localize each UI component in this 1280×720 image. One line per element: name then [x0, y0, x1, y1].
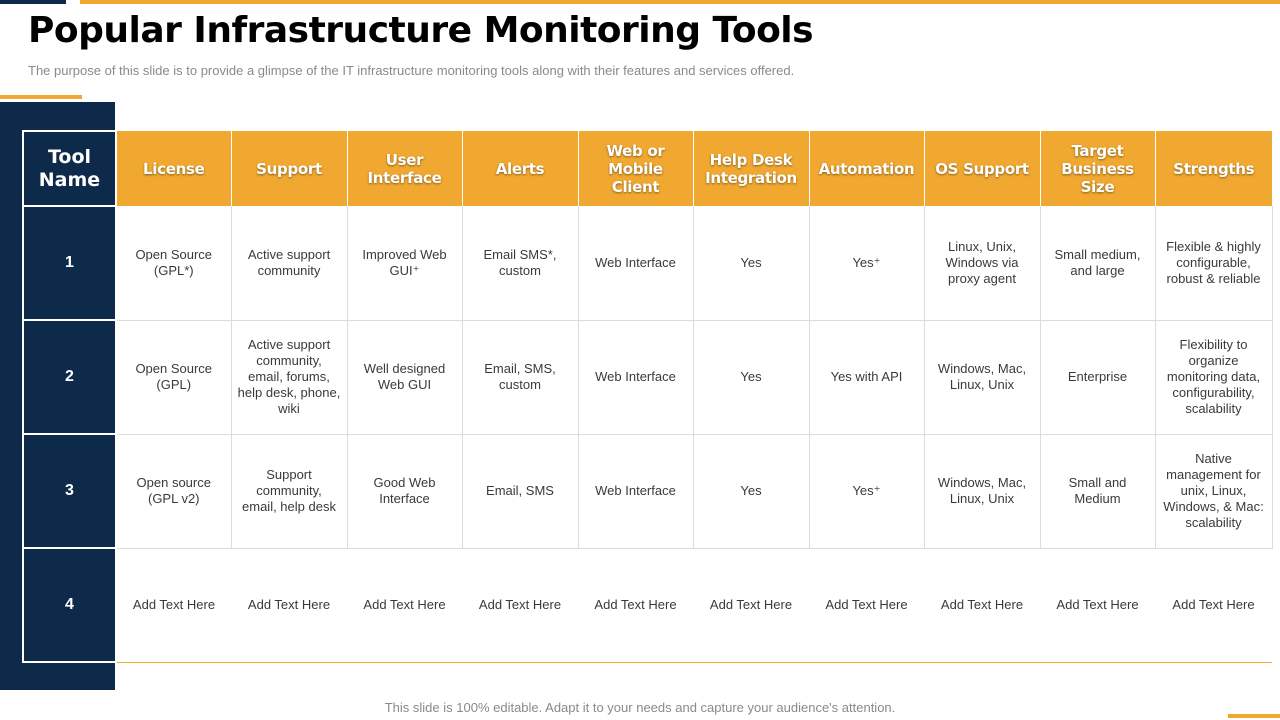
table-cell: Add Text Here: [231, 548, 347, 662]
table-cell: Add Text Here: [347, 548, 462, 662]
table-cell: Flexibility to organize monitoring data, configurability, scalability: [1155, 320, 1272, 434]
table-row: [23, 434, 1272, 548]
table-cell: Add Text Here: [924, 548, 1040, 662]
table-cell: Yes⁺: [809, 434, 924, 548]
table-cell: Yes: [693, 206, 809, 320]
header-help-desk: Help Desk Integration: [693, 131, 809, 206]
header-strengths: Strengths: [1155, 131, 1272, 206]
table-cell: Yes⁺: [809, 206, 924, 320]
table-cell: Open Source (GPL*): [116, 206, 231, 320]
header-row: [23, 131, 1272, 206]
table-cell: Well designed Web GUI: [347, 320, 462, 434]
table-cell: Web Interface: [578, 320, 693, 434]
table-cell: Linux, Unix, Windows via proxy agent: [924, 206, 1040, 320]
top-accent-bar-dark: [0, 0, 66, 4]
header-business-size: Target Business Size: [1040, 131, 1155, 206]
table-cell: Add Text Here: [578, 548, 693, 662]
table-cell: Active support community, email, forums, help desk, phone, wiki: [231, 320, 347, 434]
header-license: License: [116, 131, 231, 206]
table-row: [23, 320, 1272, 434]
table-cell: Small medium, and large: [1040, 206, 1155, 320]
subtitle-accent-bar: [0, 95, 82, 99]
header-automation: Automation: [809, 131, 924, 206]
table-cell: Native management for unix, Linux, Windows, & Mac: scalability: [1155, 434, 1272, 548]
header-tool-name: Tool Name: [23, 131, 116, 206]
table-cell: Small and Medium: [1040, 434, 1155, 548]
header-os-support: OS Support: [924, 131, 1040, 206]
table-cell: Improved Web GUI⁺: [347, 206, 462, 320]
table-cell: Add Text Here: [693, 548, 809, 662]
table-cell: Flexible & highly configurable, robust & reliable: [1155, 206, 1272, 320]
row-number: 2: [23, 320, 116, 434]
table-cell: Active support community: [231, 206, 347, 320]
header-client: Web or Mobile Client: [578, 131, 693, 206]
table-row: [23, 206, 1272, 320]
table-cell: Email, SMS, custom: [462, 320, 578, 434]
table-cell: Yes with API: [809, 320, 924, 434]
table-cell: Add Text Here: [462, 548, 578, 662]
footer-note: This slide is 100% editable. Adapt it to your needs and capture your audience's attention.: [384, 700, 896, 715]
table-cell: Web Interface: [578, 206, 693, 320]
slide-subtitle: The purpose of this slide is to provide a glimpse of the IT infrastructure monitoring tools along with their features and services offered.: [28, 63, 795, 78]
header-user-interface: User Interface: [347, 131, 462, 206]
table-cell: Yes: [693, 434, 809, 548]
table-cell: Enterprise: [1040, 320, 1155, 434]
table-cell: Yes: [693, 320, 809, 434]
table-cell: Support community, email, help desk: [231, 434, 347, 548]
table-cell: Windows, Mac, Linux, Unix: [924, 320, 1040, 434]
table-cell: Add Text Here: [116, 548, 231, 662]
slide-title: Popular Infrastructure Monitoring Tools: [28, 10, 814, 51]
table-cell: Add Text Here: [1155, 548, 1272, 662]
header-alerts: Alerts: [462, 131, 578, 206]
top-accent-bar-orange: [80, 0, 1280, 4]
table-cell: Add Text Here: [809, 548, 924, 662]
tools-comparison-table: [22, 130, 1273, 663]
table-cell: Add Text Here: [1040, 548, 1155, 662]
table-cell: Email SMS*, custom: [462, 206, 578, 320]
bottom-accent-bar: [1228, 714, 1280, 718]
table-cell: Web Interface: [578, 434, 693, 548]
table-cell: Email, SMS: [462, 434, 578, 548]
table-cell: Open source (GPL v2): [116, 434, 231, 548]
table-row: [23, 548, 1272, 662]
table-cell: Windows, Mac, Linux, Unix: [924, 434, 1040, 548]
row-number: 1: [23, 206, 116, 320]
header-support: Support: [231, 131, 347, 206]
table-cell: Open Source (GPL): [116, 320, 231, 434]
row-number: 3: [23, 434, 116, 548]
table-cell: Good Web Interface: [347, 434, 462, 548]
row-number: 4: [23, 548, 116, 662]
